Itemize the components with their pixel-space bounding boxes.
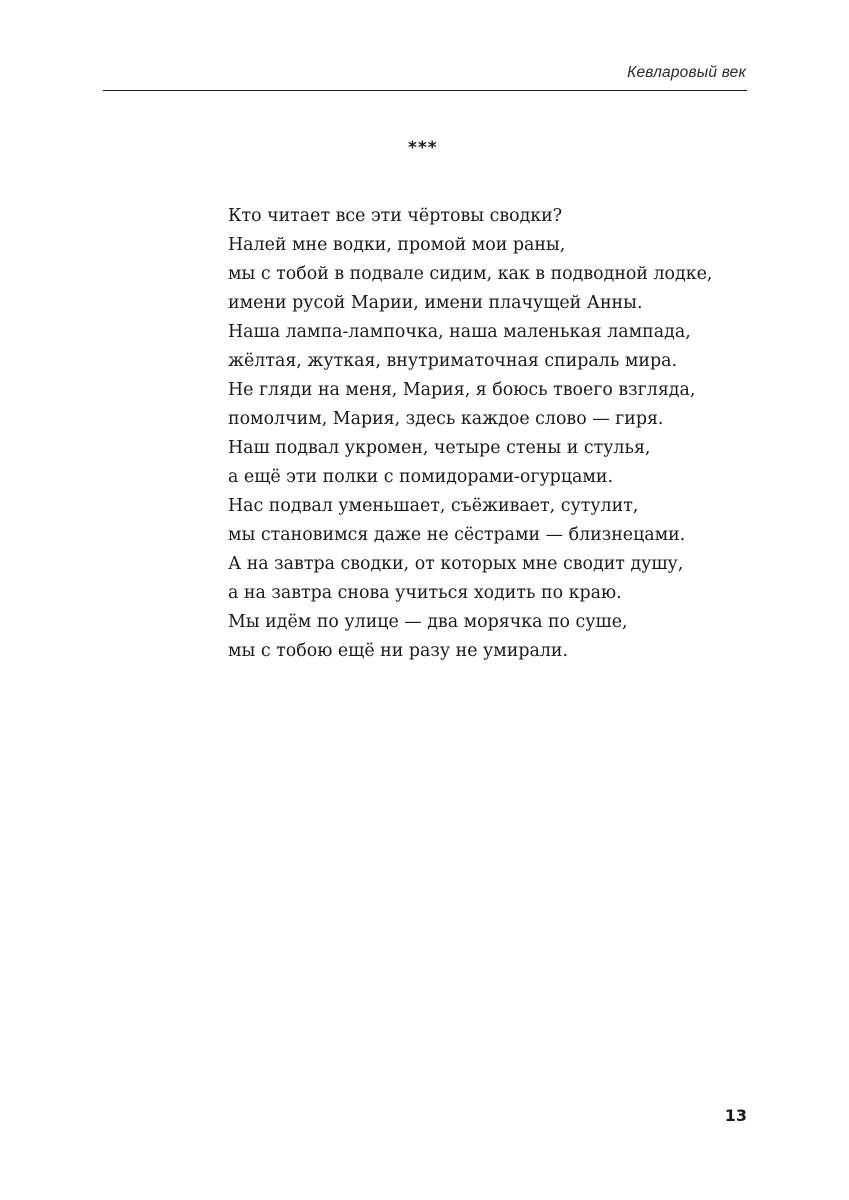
poem-line: а на завтра снова учиться ходить по краю. xyxy=(228,583,622,603)
poem-line: Наша лампа-лампочка, наша маленькая лампада, xyxy=(228,322,691,342)
running-header xyxy=(103,60,747,91)
poem-lines xyxy=(228,202,712,666)
running-header-title: Кевларовый век xyxy=(627,64,746,81)
poem-line: Налей мне водки, промой мои раны, xyxy=(228,235,566,255)
page-number: 13 xyxy=(724,1106,747,1125)
poem-line: помолчим, Мария, здесь каждое слово — гиря. xyxy=(228,409,664,429)
poem-line: мы становимся даже не сёстрами — близнецами. xyxy=(228,525,686,545)
poem-line: Наш подвал укромен, четыре стены и стулья, xyxy=(228,438,651,458)
poem-line: Не гляди на меня, Мария, я боюсь твоего взгляда, xyxy=(228,380,696,400)
poem-title: *** xyxy=(408,138,438,158)
poem-line: а ещё эти полки с помидорами-огурцами. xyxy=(228,467,614,487)
poem-line: Мы идём по улице — два морячка по суше, xyxy=(228,612,628,632)
poem-line: Нас подвал уменьшает, съёживает, сутулит, xyxy=(228,496,639,516)
poem-line: А на завтра сводки, от которых мне сводит душу, xyxy=(228,554,684,574)
poem-line: жёлтая, жуткая, внутриматочная спираль мира. xyxy=(228,351,677,371)
poem-line: мы с тобою ещё ни разу не умирали. xyxy=(228,641,569,661)
poem-line: Кто читает все эти чёртовы сводки? xyxy=(228,206,563,226)
poem-line: имени русой Марии, имени плачущей Анны. xyxy=(228,293,643,313)
poem-line: мы с тобой в подвале сидим, как в подводной лодке, xyxy=(228,264,713,284)
